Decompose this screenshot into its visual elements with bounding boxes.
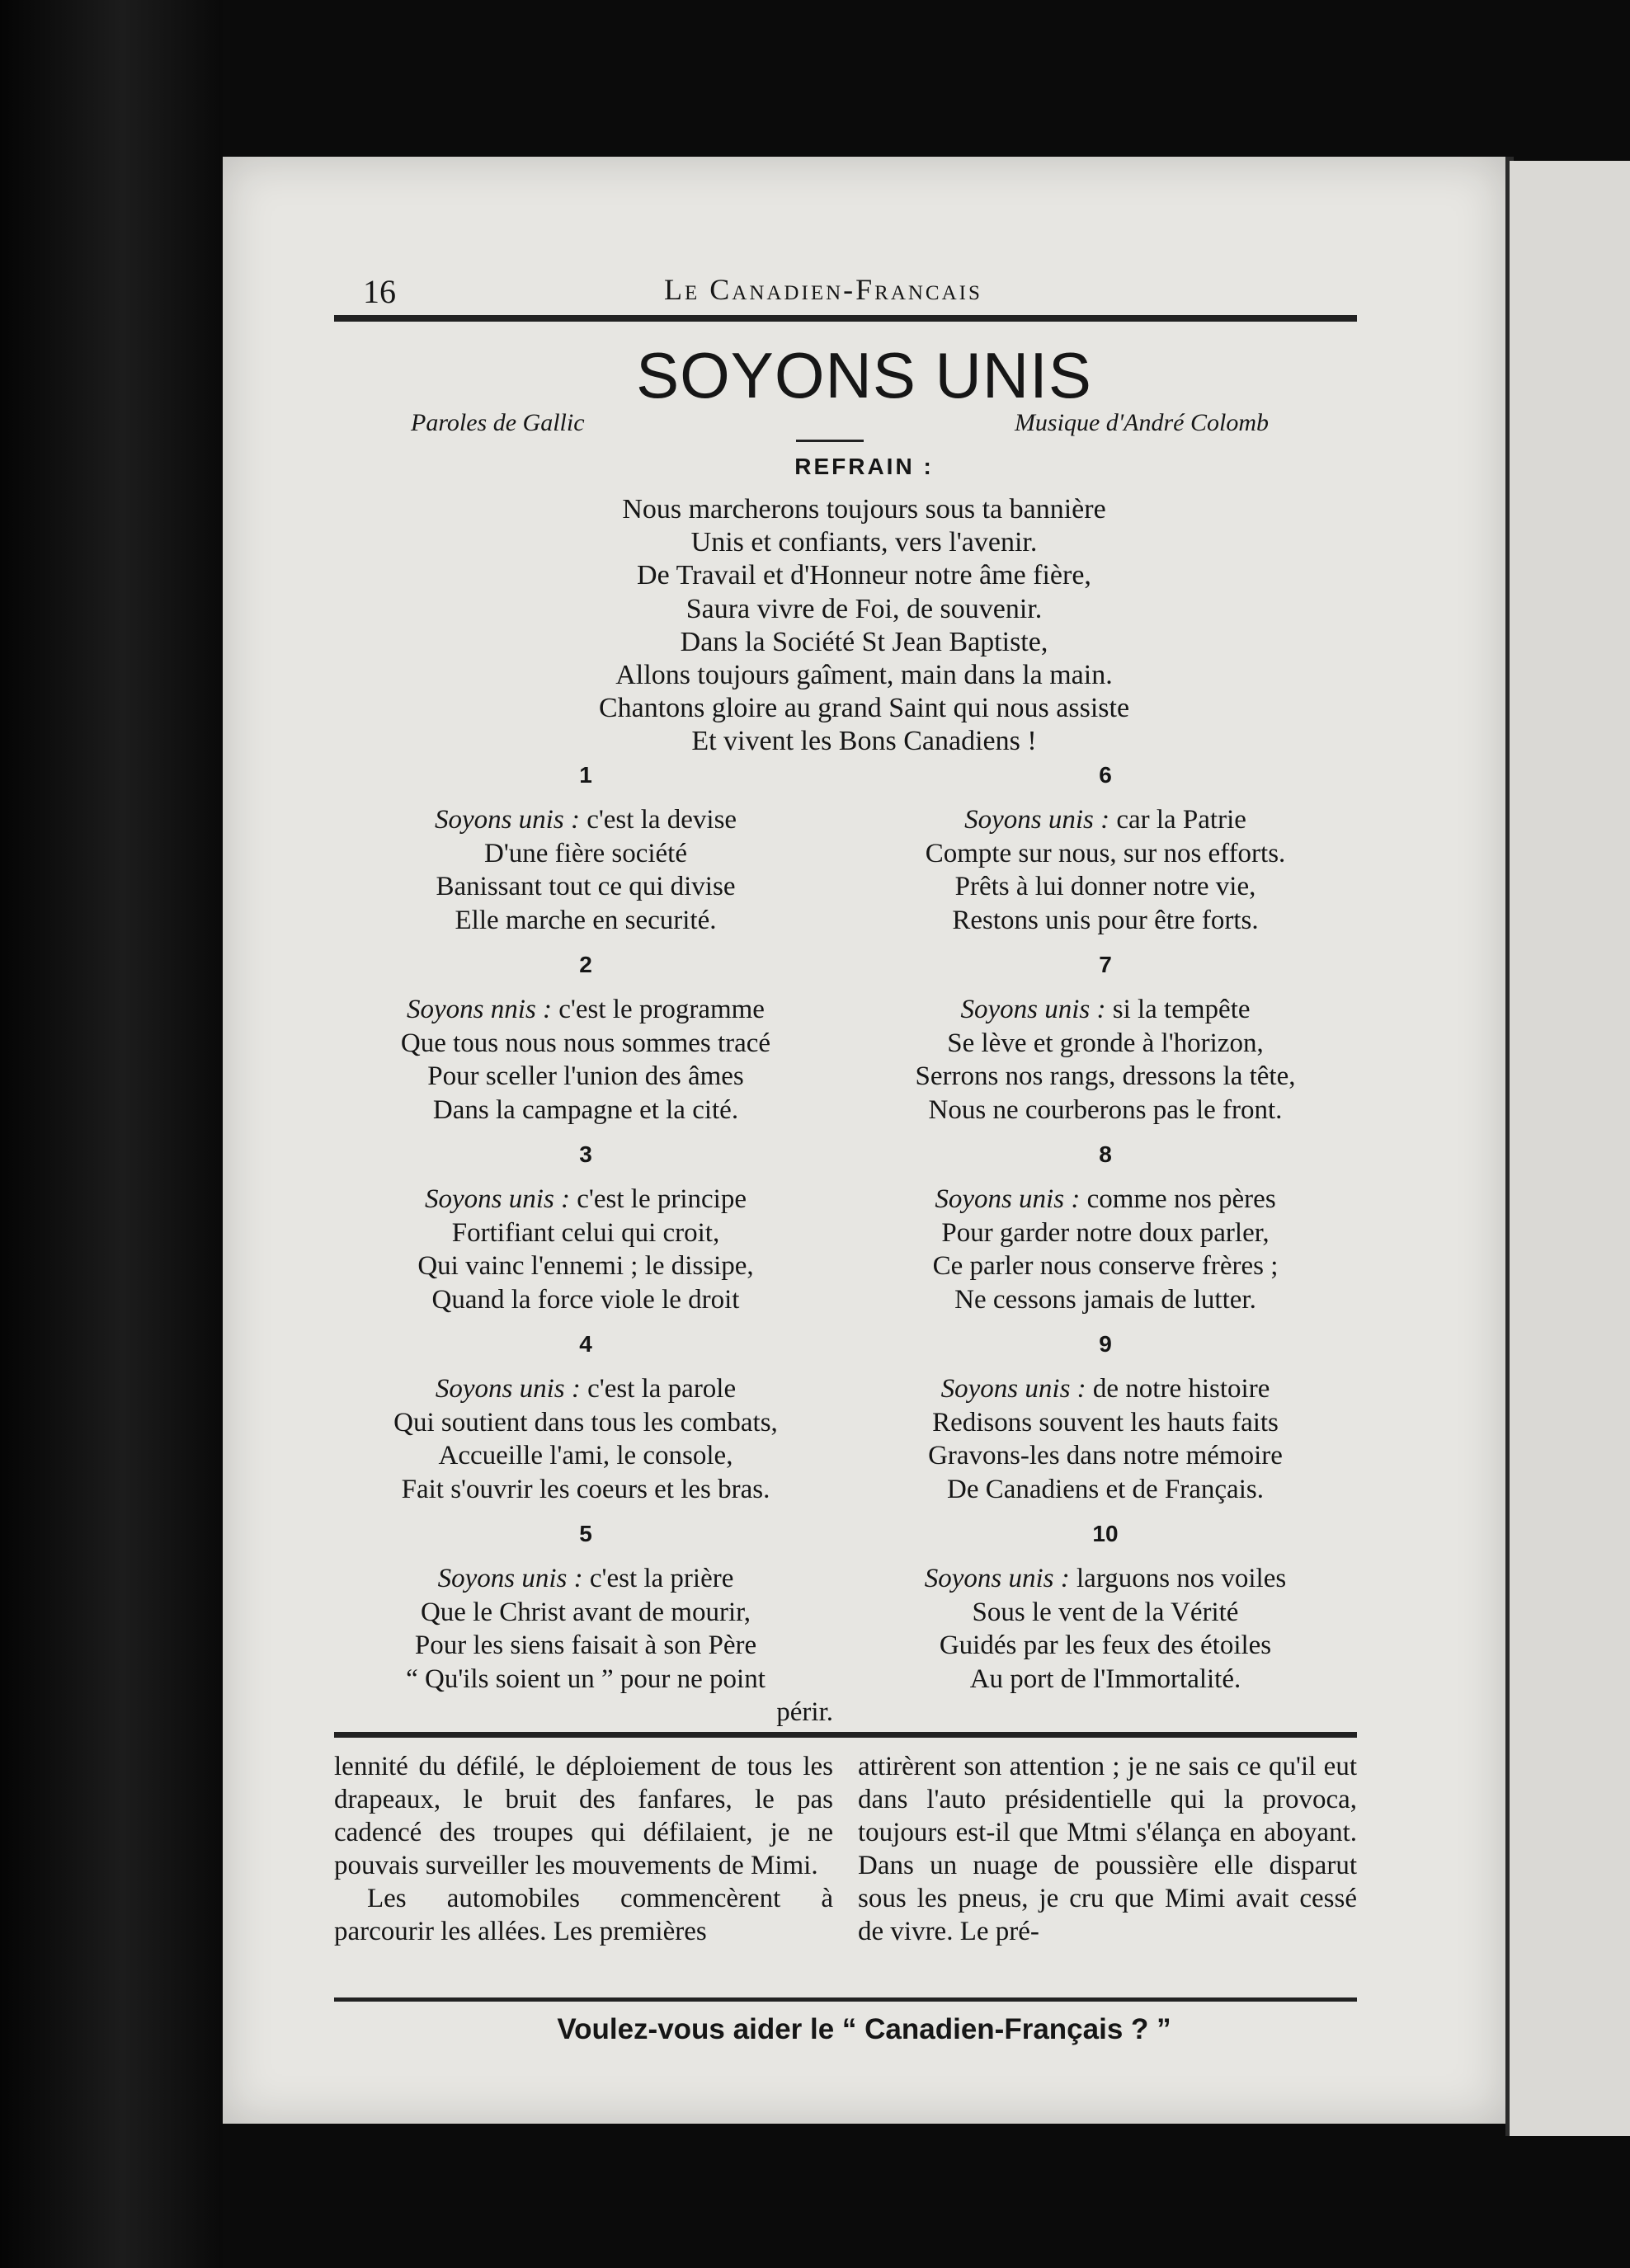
verse-line: Qui soutient dans tous les combats, [393,1407,778,1437]
verse-line: de notre histoire [1086,1374,1270,1404]
verse-line: si la tempête [1105,995,1251,1024]
verse-3 [334,1183,837,1316]
footer-rule [334,1997,1357,2002]
verse-number: 9 [1099,1331,1112,1357]
verse-line: Que tous nous nous sommes tracé [400,1028,771,1058]
verse-lead: Soyons unis : [425,1184,571,1214]
verse-number: 10 [1092,1521,1119,1546]
verse-line: D'une fière société [484,838,687,868]
header-rule [334,315,1357,322]
verse-9 [854,1372,1357,1506]
song-title: SOYONS UNIS [636,339,1092,412]
verse-number: 1 [579,762,592,788]
verse-lead: Soyons nnis : [407,995,553,1024]
verse-lead: Soyons unis : [924,1564,1070,1593]
verse-line: Ce parler nous conserve frères ; [932,1251,1279,1281]
verse-line: Pour garder notre doux parler, [941,1217,1270,1248]
verse-4 [334,1372,837,1506]
verse-line: Accueille l'ami, le console, [438,1441,733,1470]
verse-line: c'est le programme [552,995,765,1024]
verse-7 [854,993,1357,1127]
verse-line: Dans la campagne et la cité. [432,1094,739,1125]
verse-line: Pour sceller l'union des âmes [427,1061,744,1091]
verse-number: 2 [579,952,592,977]
verse-lead: Soyons unis : [935,1184,1081,1214]
verse-line: Compte sur nous, sur nos efforts. [925,838,1286,868]
refrain-line: De Travail et d'Honneur notre âme fière, [637,560,1091,591]
title-divider [796,440,864,442]
verse-line: Nous ne courberons pas le front. [928,1094,1283,1125]
refrain-line: Dans la Société St Jean Baptiste, [680,626,1048,657]
refrain-line: Chantons gloire au grand Saint qui nous assiste [598,693,1130,724]
story-paragraph: attirèrent son attention ; je ne sais ce qu'il eut dans l'auto présidentielle qui la provoca, toujours est-il que Mtmi s'élança en aboyant. Dans un nuage de poussière elle disparut sous les pneus, je cru que Mimi avait cessé de vivre. Le pré- [858,1752,1357,1946]
verse-line: Quand la force viole le droit [431,1284,740,1315]
song-end-rule [334,1732,1357,1738]
footer-appeal: Voulez-vous aider le “ Canadien-Français ? ” [557,2013,1171,2045]
refrain-line: Unis et confiants, vers l'avenir. [690,527,1038,558]
verse-line: Fait s'ouvrir les coeurs et les bras. [401,1474,770,1504]
verse-line: Elle marche en securité. [455,905,717,935]
verse-line: “ Qu'ils soient un ” pour ne point [406,1663,766,1694]
verse-line: Qui vainc l'ennemi ; le dissipe, [417,1251,754,1281]
verse-8 [854,1183,1357,1316]
verse-10 [854,1562,1357,1696]
verse-6 [854,803,1357,937]
verse-lead: Soyons unis : [435,1374,581,1404]
refrain-line: Allons toujours gaîment, main dans la main. [615,660,1113,691]
refrain-line: Nous marcherons toujours sous ta bannière [622,494,1106,525]
verse-line: comme nos pères [1080,1184,1276,1214]
verse-line: c'est la parole [580,1374,737,1404]
running-title: Le Canadien-Francais [664,273,982,306]
verse-number: 8 [1099,1141,1112,1167]
scan-background [0,0,223,2268]
verse-5 [334,1562,837,1729]
verse-lead: Soyons unis : [940,1374,1086,1404]
verse-lead: Soyons unis : [434,805,580,835]
refrain [223,493,1505,759]
verse-line: Ne cessons jamais de lutter. [954,1284,1256,1315]
verse-number: 6 [1099,762,1112,788]
verse-line: Gravons-les dans notre mémoire [928,1441,1283,1470]
verse-line: Sous le vent de la Vérité [972,1597,1239,1627]
verse-line: c'est la prière [582,1564,734,1593]
verse-line: Guidés par les feux des étoiles [939,1630,1272,1660]
verse-line: Se lève et gronde à l'horizon, [947,1028,1264,1058]
verse-line: Que le Christ avant de mourir, [420,1597,751,1627]
verse-1 [334,803,837,937]
verse-number: 4 [579,1331,592,1357]
verse-line: larguons nos voiles [1069,1564,1287,1593]
verse-2 [334,993,837,1127]
lyricist-credit: Paroles de Gallic [411,409,585,436]
story-paragraph: Les automobiles commencèrent à parcourir les allées. Les premières [334,1884,833,1946]
verse-lead: Soyons unis : [437,1564,583,1593]
refrain-label: REFRAIN : [794,454,934,479]
verse-number: 3 [579,1141,592,1167]
verse-line: Prêts à lui donner notre vie, [954,872,1256,901]
story-column-left [334,1750,833,1948]
refrain-line: Saura vivre de Foi, de souvenir. [685,593,1043,624]
verse-lead: Soyons unis : [960,995,1106,1024]
verse-line: Fortifiant celui qui croit, [451,1217,720,1248]
verse-line: c'est la devise [579,805,737,835]
page-number: 16 [363,273,396,310]
facing-page-edge [1510,161,1630,2136]
verse-line: Redisons souvent les hauts faits [932,1407,1279,1437]
verse-line: Au port de l'Immortalité. [969,1663,1241,1694]
verse-line: c'est le principe [570,1184,747,1214]
verse-line: Restons unis pour être forts. [952,905,1259,935]
refrain-line: Et vivent les Bons Canadiens ! [691,726,1037,757]
verse-line: De Canadiens et de Français. [947,1474,1264,1504]
verse-number: 7 [1099,952,1112,977]
verse-line: Serrons nos rangs, dressons la tête, [915,1061,1296,1091]
verse-line: Banissant tout ce qui divise [436,872,736,901]
verse-line: Pour les siens faisait à son Père [414,1630,757,1660]
story-column-right [858,1750,1357,1948]
story-paragraph: lennité du défilé, le déploiement de tous les drapeaux, le bruit des fanfares, le pas cadencé des troupes qui défilaient, je ne pouvais surveiller les mouvements de Mimi. [334,1752,833,1880]
composer-credit: Musique d'André Colomb [1014,409,1269,436]
verse-line: car la Patrie [1109,805,1246,835]
verse-lead: Soyons unis : [964,805,1110,835]
magazine-page [223,157,1505,2124]
verse-line: périr. [776,1697,833,1727]
verse-number: 5 [579,1521,592,1546]
